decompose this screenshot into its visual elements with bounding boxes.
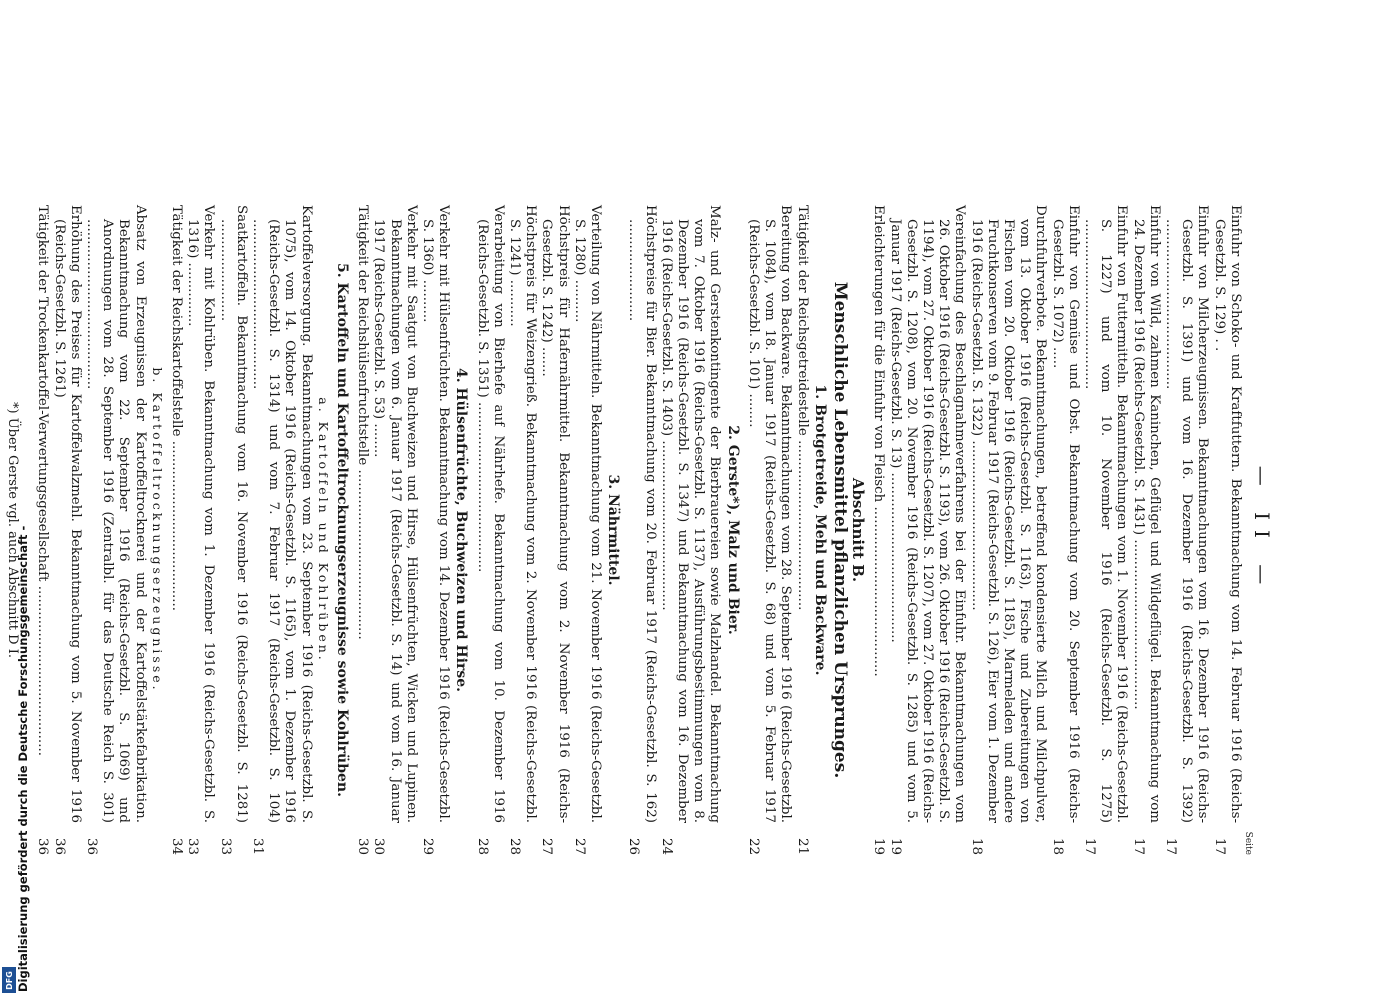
toc-entry-text: Tätigkeit der Reichskartoffelstelle ........................................ [169, 205, 184, 612]
toc-entry-page: 17 [1162, 837, 1178, 855]
toc-entry [249, 205, 314, 855]
toc-entry-page: 36 [51, 837, 67, 855]
toc-entry [184, 205, 216, 855]
toc-entry-text: Verteilung von Nährmitteln. Bekanntmachung vom 21. November 1916 (Reichs-Gesetzbl. S. 1280) .......... [571, 205, 604, 823]
sec2-title: 2. Gerste*), Malz und Bier. [724, 425, 741, 635]
sec1-entries [745, 205, 810, 855]
toc-entry [886, 205, 967, 855]
toc-entry [658, 205, 723, 855]
toc-entry-page: 24 [658, 837, 674, 855]
toc-entry [538, 205, 570, 855]
toc-entry [370, 205, 419, 855]
toc-entry [745, 205, 794, 855]
sec3-title: 3. Nährmittel. [605, 474, 622, 586]
toc-entry [793, 205, 809, 855]
toc-entry [1048, 205, 1080, 855]
sec5-sub-b: b. Kartoffeltrocknungserzeugnisse. [149, 367, 165, 693]
toc-entry [83, 205, 148, 855]
toc-entry-text: Einfuhr von Wild, zahmen Kaninchen, Geflügel und Wildgeflügel. Bekanntmachung vom 24. Dezember 1916 (Reichs-Gesetzbl. S. 1431) ........................................ [1130, 205, 1162, 823]
toc-entry-text: Tätigkeit der Reichsgetreidestelle ........................................ [794, 205, 810, 611]
toc-entry [216, 205, 248, 855]
toc-entry-page: 29 [420, 837, 436, 855]
dfg-logo: DFG [2, 967, 16, 993]
toc-entry-page: 33 [185, 837, 201, 855]
toc-entry-page: 27 [571, 837, 587, 855]
toc-entry [1162, 205, 1211, 855]
toc-entry-page: 18 [968, 837, 984, 855]
top-entries [870, 205, 1243, 855]
toc-entry [168, 205, 184, 855]
toc-entry-page: 30 [371, 837, 387, 855]
toc-entry-page: 22 [745, 837, 761, 855]
toc-entry [50, 205, 82, 855]
toc-entry-page: 19 [871, 837, 887, 855]
sec2-entries [625, 205, 722, 855]
toc-entry-page: 21 [794, 837, 810, 855]
section-title: Abschnitt B. [849, 477, 868, 583]
toc-entry-text: Verarbeitung von Bierhefe auf Nährhefe. Bekanntmachung vom 10. Dezember 1916 (Reichs-Gesetzbl. S. 1351) ........................................ [474, 205, 506, 823]
toc-entry [34, 205, 50, 855]
toc-entry [1129, 205, 1161, 855]
toc-entry-page: 31 [250, 837, 266, 855]
sec5-entries-a [168, 205, 314, 855]
toc-entry-page: 27 [539, 837, 555, 855]
sec3-entries [473, 205, 603, 855]
sec5-sub-a: a. Kartoffeln und Kohlrüben. [315, 397, 331, 663]
toc-entry-text: Bereitung von Backware. Bekanntmachungen vom 28. September 1916 (Reichs-Gesetzbl. S. 1084), vom 18. Januar 1917 (Reichs-Gesetzbl. S. 68) und vom 5. Februar 1917 (Reichs-Gesetzbl. S. 101) ........ [745, 205, 794, 823]
toc-entry-page: 36 [35, 837, 51, 855]
section-subtitle: Menschliche Lebensmittel pflanzlichen Ursprunges. [829, 281, 850, 779]
toc-entry-text: Einfuhr von Futtermitteln. Bekanntmachungen vom 1. November 1916 (Reichs-Gesetzbl. S. 1227) und vom 10. November 1916 (Reichs-Gesetzbl. S. 1275) ........................................ [1081, 205, 1130, 823]
toc-entry [506, 205, 538, 855]
toc-entry-text: Tätigkeit der Reichshülsenfruchtstelle ........................................ [355, 205, 371, 640]
toc-entry-page: 17 [1130, 837, 1146, 855]
toc-entry [1081, 205, 1130, 855]
toc-entry-text: Höchstpreis für Hafernährmittel. Bekanntmachung vom 2. November 1916 (Reichs-Gesetzbl. S. 1242) ....... [539, 205, 571, 823]
toc-entry-text: Höchstpreis für Weizengrieß. Bekanntmachung vom 2. November 1916 (Reichs-Gesetzbl. S. 1241) ........... [507, 205, 539, 823]
toc-entry [354, 205, 370, 855]
toc-entry-text: Kartoffelversorgung. Bekanntmachungen vom 23. September 1916 (Reichs-Gesetzbl. S. 1075), vom 14. Oktober 1916 (Reichs-Gesetzbl. S. 1165), vom 1. Dezember 1916 (Reichs-Gesetzbl. S. 1314) und vom 7. Februar 1917 (Reichs-Gesetzbl. S. 104) ........................................ [250, 205, 314, 823]
toc-entry-text: Absatz von Erzeugnissen der Kartoffeltrocknerei und der Kartoffelstärkefabrikation. Bekanntmachung vom 22. September 1916 (Reichs-Gesetzbl. S. 1069) und Anordnungen vom 28. September 1916 (Zentralbl. für das Deutsche Reich S. 301) ........................................ [83, 205, 148, 823]
sec1-title: 1. Brotgetreide, Mehl und Backware. [811, 384, 828, 676]
toc-entry-page: 17 [1081, 837, 1097, 855]
toc-entry-text: Verkehr mit Kohlrüben. Bekanntmachung vom 1. Dezember 1916 (Reichs-Gesetzbl. S. 1316) ............... [185, 205, 217, 823]
toc-entry-text: Malz- und Gerstenkontingente der Bierbrauereien sowie Malzhandel. Bekanntmachung vom 7. Oktober 1916 (Reichs-Gesetzbl. S. 1137), Ausführungsbestimmungen vom 8. Dezember 1916 (Reichs-Gesetzbl. S. 1347) und Bekanntmachung vom 16. Dezember 1916 (Reichs-Gesetzbl. S. 1403) ........................................ [658, 205, 723, 823]
toc-entry [419, 205, 451, 855]
toc-entry-text: Vereinfachung des Beschlagnahmeverfahrens bei der Einfuhr. Bekanntmachungen vom 26. Oktober 1916 (Reichs-Gesetzbl. S. 1193), vom 26. Oktober 1916 (Reichs-Gesetzbl. S. 1194), vom 27. Oktober 1916 (Reichs-Gesetzbl. S. 1207), vom 27. Oktober 1916 (Reichs-Gesetzbl. S. 1208), vom 20. November 1916 (Reichs-Gesetzbl. S. 1285) und vom 5. Januar 1917 (Reichs-Gesetzbl. S. 13) ........................................ [887, 205, 968, 823]
toc-entry-page: 26 [626, 837, 642, 855]
toc-entry-page: 19 [887, 837, 903, 855]
toc-entry-text: Höchstpreise für Bier. Bekanntmachung vom 20. Februar 1917 (Reichs-Gesetzbl. S. 162) ........................ [626, 205, 658, 823]
sec4-entries [354, 205, 451, 855]
sec5-title: 5. Kartoffeln und Kartoffeltrocknungserzeugnisse sowie Kohlrüben. [334, 263, 351, 797]
sec5-entries-b [34, 205, 147, 855]
toc-entry-page: 28 [474, 837, 490, 855]
toc-entry-text: Einfuhr von Milcherzeugnissen. Bekanntmachungen vom 16. Dezember 1916 (Reichs-Gesetzbl. S. 1391) und vom 16. Dezember 1916 (Reichs-Gesetzbl. S. 1392) ........................................ [1162, 205, 1211, 823]
page-number: — II — [1250, 465, 1274, 595]
toc-entry-page: 33 [217, 837, 233, 855]
seite-label: Seite [1242, 831, 1253, 855]
toc-entry [571, 205, 603, 855]
digitization-credit: Digitalisierung gefördert durch die Deutsche Forschungsgemeinschaft - [16, 525, 30, 992]
toc-entry-text: Tätigkeit der Trockenkartoffel-Verwertungsgesellschaft ........................................ [35, 205, 51, 756]
toc-entry [870, 205, 886, 855]
toc-entry [625, 205, 657, 855]
toc-entry [967, 205, 1048, 855]
toc-entry-page: 30 [355, 837, 371, 855]
toc-entry-page: 28 [507, 837, 523, 855]
toc-entry-page: 17 [1211, 837, 1227, 855]
toc-entry-page: 18 [1049, 837, 1065, 855]
toc-entry-text: Saatkartoffeln. Bekanntmachung vom 16. November 1916 (Reichs-Gesetzbl. S. 1281) ........................ [217, 205, 249, 823]
toc-entry-text: Einfuhr von Schoko- und Kraftfuttern. Bekanntmachung vom 14. Februar 1916 (Reichs-Gesetzbl. S. 129) . . [1211, 205, 1243, 823]
sec4-title: 4. Hülsenfrüchte, Buchweizen und Hirse. [453, 367, 470, 693]
footnote: *) Über Gerste vgl. auch Abschnitt D I. [5, 401, 21, 658]
toc-entry [473, 205, 505, 855]
toc-entry-page: 36 [83, 837, 99, 855]
toc-entry-page: 34 [169, 837, 184, 855]
toc-entry-text: Erhöhung des Preises für Kartoffelwalzmehl. Bekanntmachung vom 5. November 1916 (Reichs-Gesetzbl. S. 1261) [51, 205, 83, 823]
toc-entry-text: Verkehr mit Saatgut von Buchweizen und Hirse, Hülsenfrüchten, Wicken und Lupinen. Bekanntmachungen vom 6. Januar 1917 (Reichs-Gesetzbl. S. 14) und vom 16. Januar 1917 (Reichs-Gesetzbl. S. 53) ........ [371, 205, 419, 823]
toc-entry-text: Einfuhr von Gemüse und Obst. Bekanntmachung vom 20. September 1916 (Reichs-Gesetzbl. S. 1072) ..... [1049, 205, 1081, 823]
toc-entry [1210, 205, 1242, 855]
toc-entry-text: Durchfuhrverbote. Bekanntmachungen, betreffend kondensierte Milch und Milchpulver, vom 13. Oktober 1916 (Reichs-Gesetzbl. S. 1163), Fische und Zubereitungen von Fischen vom 20. Oktober 1916 (Reichs-Gesetzbl. S. 1185), Marmeladen und andere Fruchtkonserven vom 9. Februar 1917 (Reichs-Gesetzbl. S. 126), Eier vom 1. Dezember 1916 (Reichs-Gesetzbl. S. 1322) ........................................ [968, 205, 1049, 823]
toc-entry-text: Verkehr mit Hülsenfrüchten. Bekanntmachung vom 14. Dezember 1916 (Reichs-Gesetzbl. S. 1360) .......... [420, 205, 452, 823]
toc-entry-text: Erleichterungen für die Einfuhr von Fleisch ........................................ [871, 205, 887, 677]
